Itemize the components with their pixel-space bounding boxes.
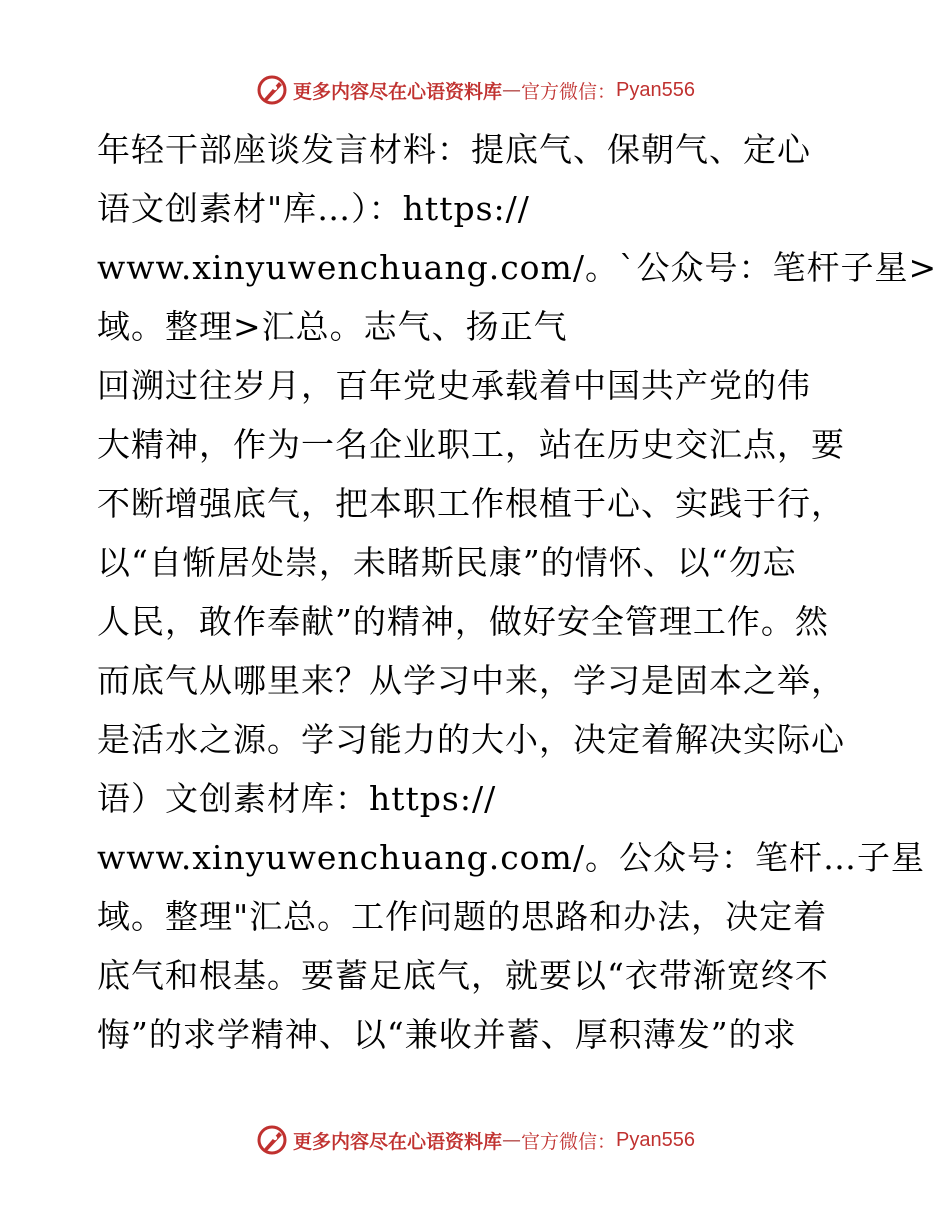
pen-logo-icon: [255, 1123, 289, 1157]
text-line: 以“自惭居处崇，未睹斯民康”的情怀、以“勿忘: [97, 543, 797, 582]
text-line: 底气和根基。要蓄足底气，就要以“衣带渐宽终不: [97, 956, 829, 995]
text-line: 是活水之源。学习能力的大小，决定着解决实际心: [97, 720, 845, 759]
text-line: 大精神，作为一名企业职工，站在历史交汇点，要: [97, 425, 845, 464]
text-line: 域。整理"汇总。工作问题的思路和办法，决定着: [97, 897, 828, 936]
banner-separator: —: [502, 79, 522, 101]
text-line: 回溯过往岁月，百年党史承载着中国共产党的伟: [97, 366, 811, 405]
banner-wechat-label: 官方微信：: [521, 1130, 617, 1153]
banner-site-text: 更多内容尽在心语资料库: [293, 1130, 503, 1153]
banner-wechat-label: 官方微信：: [521, 80, 617, 103]
banner-wechat-id: Pyan556: [616, 78, 695, 101]
text-line: 域。整理>汇总。志气、扬正气: [97, 307, 568, 346]
footer-banner: [0, 1120, 950, 1160]
text-line: www.xinyuwenchuang.com/。`公众号：笔杆子星>: [97, 248, 938, 287]
text-line: 不断增强底气，把本职工作根植于心、实践于行，: [97, 484, 845, 523]
text-line: 人民，敢作奉献”的精神，做好安全管理工作。然: [97, 602, 829, 641]
banner-site-text: 更多内容尽在心语资料库: [293, 80, 503, 103]
banner-separator: —: [502, 1129, 522, 1151]
text-line: www.xinyuwenchuang.com/。公众号：笔杆…子星: [97, 838, 925, 877]
banner-wechat-id: Pyan556: [616, 1128, 695, 1151]
text-line: 悔”的求学精神、以“兼收并蓄、厚积薄发”的求: [97, 1015, 797, 1054]
text-line: 而底气从哪里来？从学习中来，学习是固本之举，: [97, 661, 845, 700]
pen-logo-icon: [255, 73, 289, 107]
text-line: 语文创素材"库…）：https://: [97, 189, 530, 228]
text-line: 语）文创素材库：https://: [97, 779, 497, 818]
document-body: [97, 120, 938, 1064]
header-banner: [0, 70, 950, 110]
text-line: 年轻干部座谈发言材料：提底气、保朝气、定心: [97, 130, 811, 169]
